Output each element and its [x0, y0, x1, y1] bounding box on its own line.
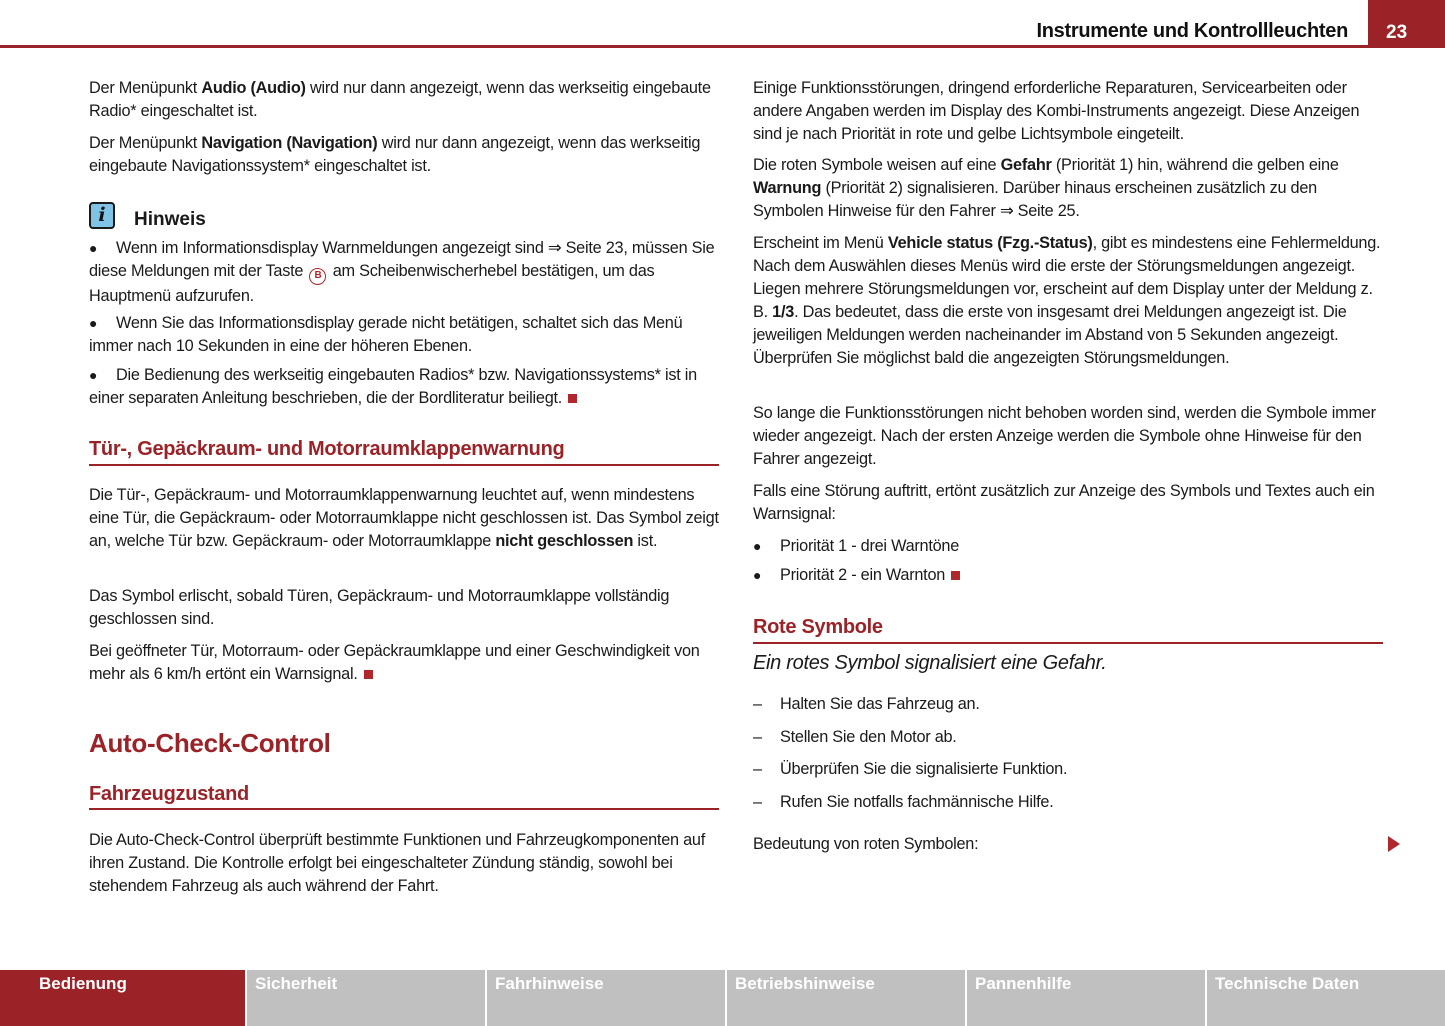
- tab-technische-daten[interactable]: Technische Daten: [1207, 970, 1445, 1026]
- heading-rule: [89, 464, 719, 466]
- tab-bedienung[interactable]: Bedienung: [0, 970, 245, 1026]
- continue-arrow-icon[interactable]: [1388, 836, 1400, 852]
- text-run: Erscheint im Menü: [753, 234, 888, 252]
- text-run: Priorität 2 - ein Warnton: [780, 566, 946, 584]
- footer-nav: [0, 970, 1445, 1026]
- text-run: Der Menüpunkt: [89, 134, 202, 152]
- button-b-icon: B: [309, 268, 326, 285]
- section-end-icon: [951, 571, 960, 580]
- text-run: Wenn Sie das Informationsdisplay gerade nicht betätigen, schaltet sich das Menü immer nach 10 Sekunden in eine der höheren Ebenen.: [89, 314, 683, 355]
- text-run: Einige Funktionsstörungen, dringend erforderliche Reparaturen, Servicearbeiten oder andere Angaben werden im Display des Kombi-Instruments angezeigt. Diese Anzeigen sind je nach Priorität in rote und gelbe Lichtsymbole eingeteilt.: [753, 79, 1360, 143]
- paragraph-audio: [89, 77, 719, 123]
- paragraph: [753, 154, 1385, 223]
- step-item: – Überprüfen Sie die signalisierte Funktion.: [753, 760, 1068, 778]
- step-item: – Rufen Sie notfalls fachmännische Hilfe.: [753, 793, 1054, 811]
- bold-term: 1/3: [772, 303, 795, 321]
- text-run: wird nur dann angezeigt, wenn das werkseitig eingebaute Navigationssystem* eingeschaltet ist.: [89, 134, 701, 175]
- heading-rule: [89, 808, 719, 810]
- bold-term: Audio (Audio): [201, 79, 306, 97]
- text-run: So lange die Funktionsstörungen nicht behoben worden sind, werden die Symbole immer wieder angezeigt. Nach der ersten Anzeige werden die Symbole ohne Hinweise für den Fahrer angezeigt.: [753, 404, 1376, 468]
- bullet-icon: ●: [753, 538, 762, 554]
- section-end-icon: [568, 394, 577, 403]
- text-run: Die Auto-Check-Control überprüft bestimmte Funktionen und Fahrzeugkomponenten auf ihren Zustand. Die Kontrolle erfolgt bei eingeschalteter Zündung ständig, sowohl bei stehendem Fahrzeug als auch während der Fahrt.: [89, 831, 705, 895]
- chapter-heading-auto-check-control: Auto-Check-Control: [89, 728, 331, 758]
- text-run: wird nur dann angezeigt, wenn das werkseitig eingebaute Radio* eingeschaltet ist.: [89, 79, 711, 120]
- text-run: Die Tür-, Gepäckraum- und Motorraumklappenwarnung leuchtet auf, wenn mindestens eine Tür, die Gepäckraum- oder Motorraumklappe nicht geschlossen ist. Das Symbol zeigt an, welche Tür bzw. Gepäckraum- oder Motorraumklappe: [89, 486, 719, 550]
- paragraph: [753, 232, 1385, 370]
- step-text: Halten Sie das Fahrzeug an.: [780, 695, 980, 713]
- header-rule: [0, 45, 1445, 48]
- step-item: – Halten Sie das Fahrzeug an.: [753, 695, 980, 713]
- bullet-icon: ●: [89, 240, 98, 256]
- note-bullet: [89, 237, 719, 308]
- text-run: (Priorität 2) signalisieren. Darüber hinaus erscheinen zusätzlich zu den Symbolen Hinweise für den Fahrer ⇒ Seite 25.: [753, 179, 1317, 220]
- tab-pannenhilfe[interactable]: Pannenhilfe: [967, 970, 1205, 1026]
- section-end-icon: [364, 670, 373, 679]
- bullet-icon: ●: [753, 567, 762, 583]
- section-heading-red-symbols: Rote Symbole: [753, 616, 883, 638]
- text-run: am Scheibenwischerhebel bestätigen, um das Hauptmenü aufzurufen.: [89, 262, 655, 305]
- text-run: Die Bedienung des werkseitig eingebauten Radios* bzw. Navigationssystems* ist in einer separaten Anleitung beschrieben, die der Bordliteratur beiliegt.: [89, 366, 697, 407]
- text-run: Die roten Symbole weisen auf eine: [753, 156, 1001, 174]
- red-symbols-meaning-label: Bedeutung von roten Symbolen:: [753, 835, 979, 853]
- text-run: Wenn im Informationsdisplay Warnmeldungen angezeigt sind ⇒ Seite 23, müssen Sie diese Meldungen mit der Taste: [89, 239, 715, 280]
- bold-term: Gefahr: [1000, 156, 1052, 174]
- text-run: , gibt es mindestens eine Fehlermeldung. Nach dem Auswählen dieses Menüs wird die erste der Störungsmeldungen angezeigt. Liegen mehrere Störungsmeldungen vor, erscheint auf dem Display unter der Meldung z. B.: [753, 234, 1381, 321]
- tab-fahrhinweise[interactable]: Fahrhinweise: [487, 970, 725, 1026]
- paragraph: [89, 484, 719, 553]
- tab-sicherheit[interactable]: Sicherheit: [247, 970, 485, 1026]
- text-run: Falls eine Störung auftritt, ertönt zusätzlich zur Anzeige des Symbols und Textes auch ein Warnsignal:: [753, 482, 1375, 523]
- text-run: Der Menüpunkt: [89, 79, 202, 97]
- paragraph: [89, 640, 719, 686]
- note-bullet: [89, 312, 719, 358]
- paragraph: [89, 585, 719, 631]
- step-text: Überprüfen Sie die signalisierte Funktion.: [780, 760, 1068, 778]
- step-text: Stellen Sie den Motor ab.: [780, 728, 957, 746]
- paragraph: [753, 480, 1385, 526]
- step-item: – Stellen Sie den Motor ab.: [753, 728, 957, 746]
- section-heading-vehicle-status: Fahrzeugzustand: [89, 783, 249, 805]
- bullet-icon: ●: [89, 367, 98, 383]
- text-run: Bei geöffneter Tür, Motorraum- oder Gepäckraumklappe und einer Geschwindigkeit von mehr als 6 km/h ertönt ein Warnsignal.: [89, 642, 700, 683]
- priority-bullet: [753, 564, 1385, 587]
- info-icon: i: [89, 202, 115, 229]
- text-run: . Das bedeutet, dass die erste von insgesamt drei Meldungen angezeigt ist. Die jeweiligen Meldungen werden nacheinander im Abstand von 5 Sekunden angezeigt. Überprüfen Sie möglichst bald die angezeigten Störungsmeldungen.: [753, 303, 1347, 367]
- red-symbol-lead: Ein rotes Symbol signalisiert eine Gefahr.: [753, 652, 1107, 674]
- bold-term: Warnung: [753, 179, 822, 197]
- paragraph: [89, 829, 719, 898]
- page-number: 23: [1368, 0, 1445, 46]
- bold-term: Vehicle status (Fzg.-Status): [887, 234, 1093, 252]
- bold-term: Navigation (Navigation): [201, 134, 378, 152]
- priority-bullet: [753, 535, 1385, 558]
- chapter-title: Instrumente und Kontrollleuchten: [1036, 20, 1348, 42]
- step-text: Rufen Sie notfalls fachmännische Hilfe.: [780, 793, 1054, 811]
- bold-term: nicht geschlossen: [495, 532, 634, 550]
- note-bullet: [89, 364, 719, 410]
- text-run: ist.: [633, 532, 658, 550]
- paragraph: [753, 402, 1385, 471]
- heading-rule: [753, 642, 1383, 644]
- bullet-icon: ●: [89, 315, 98, 331]
- text-run: (Priorität 1) hin, während die gelben eine: [1051, 156, 1339, 174]
- tab-betriebshinweise[interactable]: Betriebshinweise: [727, 970, 965, 1026]
- text-run: Priorität 1 - drei Warntöne: [780, 537, 960, 555]
- section-heading-door-warning: Tür-, Gepäckraum- und Motorraumklappenwarnung: [89, 438, 565, 460]
- text-run: Das Symbol erlischt, sobald Türen, Gepäckraum- und Motorraumklappe vollständig geschlossen sind.: [89, 587, 670, 628]
- paragraph: [753, 77, 1385, 146]
- paragraph-navigation: [89, 132, 719, 178]
- note-title: Hinweis: [134, 209, 206, 230]
